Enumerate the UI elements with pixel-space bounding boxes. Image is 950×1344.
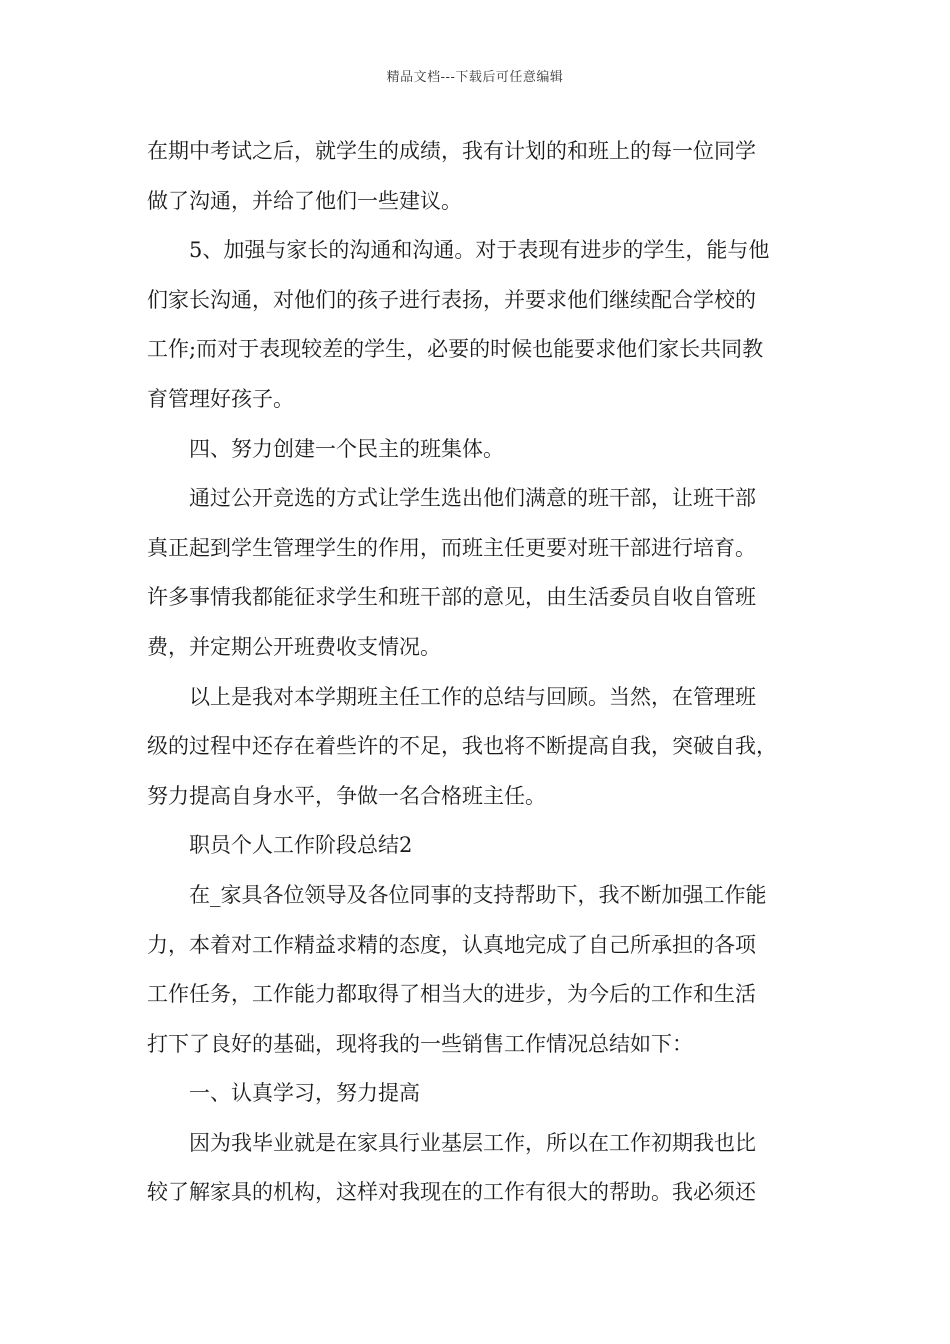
document-title: 职员个人工作阶段总结2 — [189, 833, 413, 858]
text-line: 工作任务，工作能力都取得了相当大的进步，为今后的工作和生活 — [147, 982, 756, 1007]
text-line: 以上是我对本学期班主任工作的总结与回顾。当然，在管理班 — [189, 684, 756, 709]
text-line: 在_家具各位领导及各位同事的支持帮助下，我不断加强工作能 — [189, 882, 767, 907]
text-line: 育管理好孩子。 — [147, 386, 294, 411]
text-line: 工作;而对于表现较差的学生，必要的时候也能要求他们家长共同教 — [147, 337, 764, 362]
text-line: 费，并定期公开班费收支情况。 — [147, 634, 441, 659]
text-line: 们家长沟通，对他们的孩子进行表扬，并要求他们继续配合学校的 — [147, 287, 756, 312]
document-body — [147, 127, 827, 1218]
text-line: 在期中考试之后，就学生的成绩，我有计划的和班上的每一位同学 — [147, 139, 756, 163]
text-line: 做了沟通，并给了他们一些建议。 — [147, 188, 462, 213]
text-line: 因为我毕业就是在家具行业基层工作，所以在工作初期我也比 — [189, 1130, 756, 1155]
section-heading: 一、认真学习，努力提高 — [189, 1081, 420, 1106]
page-header: 精品文档---下载后可任意编辑 — [386, 70, 564, 85]
text-line: 许多事情我都能征求学生和班干部的意见，由生活委员自收自管班 — [147, 585, 756, 610]
text-line: 较了解家具的机构，这样对我现在的工作有很大的帮助。我必须还 — [147, 1180, 756, 1205]
text-line: 5、加强与家长的沟通和沟通。对于表现有进步的学生，能与他 — [189, 238, 770, 263]
text-line: 级的过程中还存在着些许的不足，我也将不断提高自我，突破自我， — [147, 734, 777, 759]
text-line: 努力提高自身水平，争做一名合格班主任。 — [147, 783, 546, 808]
text-line: 打下了良好的基础，现将我的一些销售工作情况总结如下： — [147, 1031, 693, 1056]
text-line: 通过公开竞选的方式让学生选出他们满意的班干部，让班干部 — [189, 486, 756, 511]
text-line: 力，本着对工作精益求精的态度，认真地完成了自己所承担的各项 — [147, 932, 756, 957]
text-line: 真正起到学生管理学生的作用，而班主任更要对班干部进行培育。 — [147, 535, 756, 560]
section-heading: 四、努力创建一个民主的班集体。 — [189, 436, 504, 461]
